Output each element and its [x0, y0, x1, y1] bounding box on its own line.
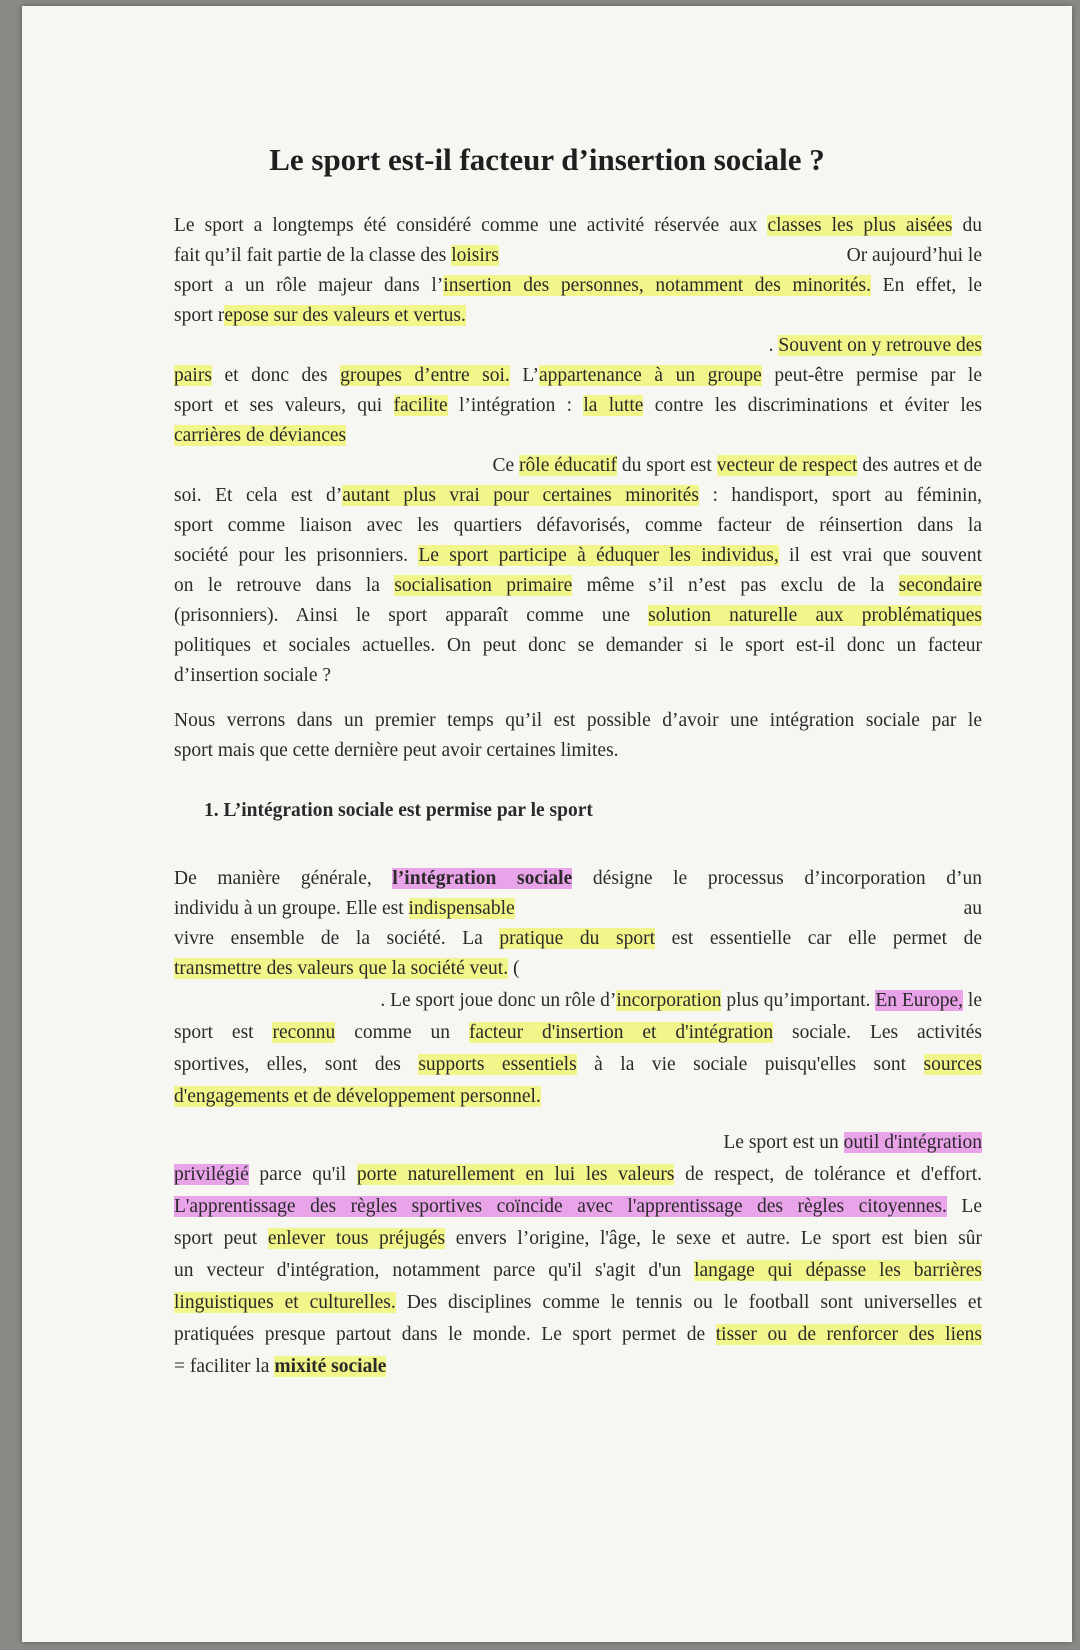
- highlight-yellow: Le sport participe à éduquer les individus,: [418, 545, 779, 566]
- highlight-yellow: socialisation primaire: [394, 575, 573, 596]
- highlight-yellow: pairs: [174, 365, 212, 386]
- text-run: sport et ses valeurs, qui: [174, 395, 394, 416]
- text-run: plus qu’important.: [721, 990, 876, 1011]
- highlight-yellow: Souvent on y retrouve des: [778, 335, 982, 356]
- text-line: [174, 1224, 982, 1254]
- text-run: (prisonniers). Ainsi le sport apparaît comme une: [174, 605, 649, 626]
- highlight-yellow: appartenance à un groupe: [538, 365, 762, 386]
- text-run: et donc des: [211, 365, 341, 386]
- section-heading: [204, 796, 982, 826]
- text-line: [174, 706, 982, 736]
- text-run: l’intégration :: [447, 395, 584, 416]
- text-line: [174, 661, 982, 691]
- text-line: [174, 1128, 982, 1158]
- text-run: En effet, le: [871, 275, 982, 296]
- text-run: sportives, elles, sont des: [174, 1054, 419, 1075]
- highlight-yellow: classes les plus aisées: [767, 215, 953, 236]
- text-line: [174, 331, 982, 361]
- text-run: L’: [509, 365, 539, 386]
- highlight-yellow: solution naturelle aux problématiques: [648, 605, 982, 626]
- text-run: même s’il n’est pas exclu de la: [572, 575, 899, 596]
- text-run: sport est: [174, 1022, 273, 1043]
- text-line: [174, 211, 982, 241]
- text-line: [174, 1320, 982, 1350]
- text-line-right: [174, 241, 982, 271]
- highlight-yellow: indispensable: [408, 898, 515, 919]
- text-line: [174, 631, 982, 661]
- highlight-yellow: epose sur des valeurs et vertus.: [224, 305, 466, 326]
- text-line: [174, 1160, 982, 1190]
- highlight-yellow: linguistiques et culturelles.: [174, 1292, 396, 1313]
- text-run: société pour les prisonniers.: [174, 545, 419, 566]
- text-run: : handisport, sport au féminin,: [698, 485, 982, 506]
- text-run: de respect, de tolérance et d'effort.: [674, 1164, 983, 1185]
- text-run: sport a un rôle majeur dans l’: [174, 275, 444, 296]
- text-line: [174, 954, 982, 984]
- text-run: Or aujourd’hui le: [846, 245, 982, 266]
- text-run: sport comme liaison avec les quartiers défavorisés, comme facteur de réinsertion dans la: [174, 515, 982, 536]
- text-run: un vecteur d'intégration, notamment parce qu'il s'agit d'un: [174, 1260, 695, 1281]
- highlight-yellow: tisser ou de renforcer des liens: [715, 1324, 982, 1345]
- text-run: (: [508, 958, 520, 979]
- highlight-yellow: insertion des personnes, notamment des minorités.: [443, 275, 871, 296]
- text-line: [174, 421, 982, 451]
- highlight-yellow: groupes d’entre soi.: [340, 365, 510, 386]
- text-line: [174, 601, 982, 631]
- text-line: [174, 986, 982, 1016]
- text-run: Nous verrons dans un premier temps qu’il est possible d’avoir une intégration sociale par le: [174, 710, 982, 731]
- text-run: il est vrai que souvent: [778, 545, 982, 566]
- text-run: du sport est: [617, 455, 717, 476]
- text-run: sport mais que cette dernière peut avoir certaines limites.: [174, 740, 619, 761]
- text-line: [174, 451, 982, 481]
- text-line: [174, 481, 982, 511]
- text-run: sport peut: [174, 1228, 268, 1249]
- highlight-yellow: autant plus vrai pour certaines minorités: [342, 485, 699, 506]
- text-line: [174, 1050, 982, 1080]
- highlight-yellow: rôle éducatif: [519, 455, 618, 476]
- highlight-yellow: pratique du sport: [499, 928, 656, 949]
- text-line: [174, 864, 982, 894]
- text-run: Le sport est un: [723, 1132, 844, 1153]
- text-run: soi. Et cela est d’: [174, 485, 343, 506]
- text-line: [174, 1288, 982, 1318]
- highlight-yellow: incorporation: [616, 990, 722, 1011]
- text-line: [174, 1192, 982, 1222]
- document-page: [22, 6, 1072, 1642]
- text-line: [174, 924, 982, 954]
- text-line: [174, 511, 982, 541]
- text-line: [174, 1256, 982, 1286]
- text-run: fait qu’il fait partie de la classe des: [174, 245, 452, 266]
- text-line: [174, 1352, 982, 1382]
- text-run: politiques et sociales actuelles. On peut donc se demander si le sport est-il donc un facteur: [174, 635, 982, 656]
- highlight-pink: outil d'intégration: [843, 1132, 982, 1153]
- text-line: [174, 541, 982, 571]
- text-run: parce qu'il: [248, 1164, 357, 1185]
- text-run: vivre ensemble de la société. La: [174, 928, 500, 949]
- highlight-yellow: la lutte: [583, 395, 644, 416]
- text-run: 1. L’intégration sociale est permise par le sport: [204, 800, 593, 821]
- text-run: = faciliter la: [174, 1356, 275, 1377]
- highlight-yellow: sources: [923, 1054, 982, 1075]
- highlight-yellow: d'engagements et de développement personnel.: [174, 1086, 541, 1107]
- highlight-yellow: porte naturellement en lui les valeurs: [356, 1164, 675, 1185]
- highlight-yellow: langage qui dépasse les barrières: [694, 1260, 982, 1281]
- text-line: [174, 301, 982, 331]
- text-line: [174, 736, 982, 766]
- text-run: De manière générale,: [174, 868, 393, 889]
- text-line: [174, 361, 982, 391]
- text-run: Le sport a longtemps été considéré comme une activité réservée aux: [174, 215, 768, 236]
- text-run: sociale. Les activités: [773, 1022, 982, 1043]
- highlight-yellow: supports essentiels: [418, 1054, 577, 1075]
- highlight-pink: En Europe,: [875, 990, 964, 1011]
- text-run: Ce: [492, 455, 520, 476]
- text-run: Le: [946, 1196, 982, 1217]
- text-run: peut-être permise par le: [761, 365, 982, 386]
- highlight-pink: l’intégration sociale: [392, 868, 573, 889]
- text-run: le: [963, 990, 982, 1011]
- text-run: est essentielle car elle permet de: [655, 928, 983, 949]
- highlight-pink: privilégié: [174, 1164, 249, 1185]
- text-run: sport r: [174, 305, 225, 326]
- text-run: des autres et de: [857, 455, 982, 476]
- highlight-yellow: loisirs: [451, 245, 499, 266]
- highlight-pink: L'apprentissage des règles sportives coïncide avec l'apprentissage des règles citoyennes.: [174, 1196, 947, 1217]
- highlight-yellow: secondaire: [898, 575, 982, 596]
- text-run: .: [768, 335, 779, 356]
- text-line: [174, 1082, 982, 1112]
- text-run: on le retrouve dans la: [174, 575, 395, 596]
- text-line: [174, 1018, 982, 1048]
- text-run: du: [952, 215, 982, 236]
- text-run: contre les discriminations et éviter les: [643, 395, 982, 416]
- text-run: Des disciplines comme le tennis ou le football sont universelles et: [395, 1292, 982, 1313]
- text-run: envers l’origine, l'âge, le sexe et autre. Le sport est bien sûr: [445, 1228, 982, 1249]
- text-line: [174, 571, 982, 601]
- highlight-yellow: facteur d'insertion et d'intégration: [468, 1022, 774, 1043]
- text-run: comme un: [335, 1022, 469, 1043]
- highlight-yellow: mixité sociale: [274, 1356, 387, 1377]
- text-run: individu à un groupe. Elle est: [174, 898, 409, 919]
- text-line-right: [174, 894, 982, 924]
- page-title: Le sport est-il facteur d’insertion sociale ?: [269, 142, 825, 177]
- text-run: à la vie sociale puisqu'elles sont: [576, 1054, 924, 1075]
- text-run: . Le sport joue donc un rôle d’: [380, 990, 617, 1011]
- text-line: [174, 391, 982, 421]
- highlight-yellow: vecteur de respect: [716, 455, 858, 476]
- text-run: pratiquées presque partout dans le monde. Le sport permet de: [174, 1324, 716, 1345]
- text-line: [174, 271, 982, 301]
- highlight-yellow: reconnu: [272, 1022, 336, 1043]
- highlight-yellow: transmettre des valeurs que la société veut.: [174, 958, 509, 979]
- text-run: désigne le processus d’incorporation d’un: [572, 868, 983, 889]
- highlight-yellow: carrières de déviances: [174, 425, 347, 446]
- text-run: d’insertion sociale ?: [174, 665, 332, 686]
- highlight-yellow: facilite: [393, 395, 448, 416]
- highlight-yellow: enlever tous préjugés: [267, 1228, 446, 1249]
- text-run: au: [963, 898, 982, 919]
